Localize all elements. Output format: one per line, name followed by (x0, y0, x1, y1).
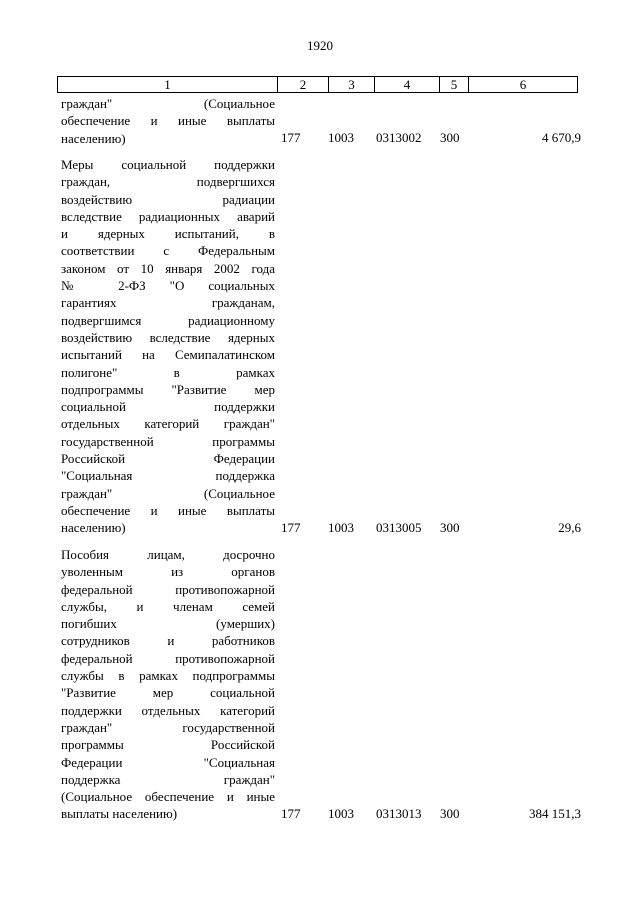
description-line: службы, и членам семей (61, 598, 275, 614)
description-line: испытаний на Семипалатинском (61, 347, 275, 363)
column-header-3: 3 (329, 77, 375, 92)
description-line: соответствии с Федеральным (61, 243, 275, 259)
description-line: уволенным из органов (61, 564, 275, 580)
description-line: граждан" (Социальное (61, 96, 275, 111)
description-line: сотрудников и работников (61, 633, 275, 649)
description-line: поддержка граждан" (61, 771, 275, 787)
description-line: федеральной противопожарной (61, 581, 275, 597)
description-line: подпрограммы "Развитие мер (61, 381, 275, 397)
description-line: населению) (61, 520, 126, 536)
cell-col6: 384 151,3 (529, 806, 581, 821)
page-number: 1920 (307, 38, 333, 53)
column-header-4: 4 (375, 77, 440, 92)
cell-col6: 29,6 (558, 520, 581, 535)
column-header-1: 1 (58, 77, 278, 92)
description-line: гарантиях гражданам, (61, 295, 275, 311)
cell-col4: 0313002 (376, 130, 422, 145)
description-line: социальной поддержки (61, 399, 275, 415)
description-line: воздействию радиации (61, 191, 275, 207)
column-header-6: 6 (519, 77, 527, 92)
description-line: населению) (61, 130, 126, 146)
column-header-5: 5 (440, 77, 469, 92)
cell-col3: 1003 (328, 520, 354, 535)
cell-col4: 0313005 (376, 520, 422, 535)
description-line: Российской Федерации (61, 451, 275, 467)
table-row-description (61, 95, 275, 147)
description-line: подвергшимся радиационному (61, 312, 275, 328)
cell-col5: 300 (440, 520, 460, 535)
description-line: воздействию вследствие ядерных (61, 329, 275, 345)
table-row-description (61, 156, 275, 537)
table-header-row (57, 76, 578, 93)
description-line: "Развитие мер социальной (61, 685, 275, 701)
description-line: Федерации "Социальная (61, 754, 275, 770)
table-row-description (61, 546, 275, 823)
description-line: полигоне" в рамках (61, 364, 275, 380)
description-line: поддержки отдельных категорий (61, 702, 275, 718)
cell-col6: 4 670,9 (542, 130, 581, 145)
description-line: службы в рамках подпрограммы (61, 668, 275, 684)
description-line: обеспечение и иные выплаты (61, 113, 275, 129)
description-line: государственной программы (61, 433, 275, 449)
description-line: Пособия лицам, досрочно (61, 547, 275, 562)
cell-col4: 0313013 (376, 806, 422, 821)
cell-col2: 177 (281, 806, 301, 821)
cell-col5: 300 (440, 130, 460, 145)
description-line: обеспечение и иные выплаты (61, 502, 275, 518)
cell-col3: 1003 (328, 806, 354, 821)
description-line: вследствие радиационных аварий (61, 208, 275, 224)
description-line: "Социальная поддержка (61, 468, 275, 484)
cell-col2: 177 (281, 520, 301, 535)
cell-col5: 300 (440, 806, 460, 821)
cell-col3: 1003 (328, 130, 354, 145)
description-line: Меры социальной поддержки (61, 157, 275, 172)
column-header-2: 2 (278, 77, 329, 92)
description-line: федеральной противопожарной (61, 650, 275, 666)
cell-col2: 177 (281, 130, 301, 145)
description-line: законом от 10 января 2002 года (61, 260, 275, 276)
description-line: граждан, подвергшихся (61, 174, 275, 190)
description-line: граждан" государственной (61, 719, 275, 735)
description-line: программы Российской (61, 737, 275, 753)
description-line: отдельных категорий граждан" (61, 416, 275, 432)
description-line: (Социальное обеспечение и иные (61, 789, 275, 805)
description-line: погибших (умерших) (61, 616, 275, 632)
description-line: № 2-ФЗ "О социальных (61, 278, 275, 294)
description-line: выплаты населению) (61, 806, 178, 822)
description-line: и ядерных испытаний, в (61, 226, 275, 242)
description-line: граждан" (Социальное (61, 485, 275, 501)
